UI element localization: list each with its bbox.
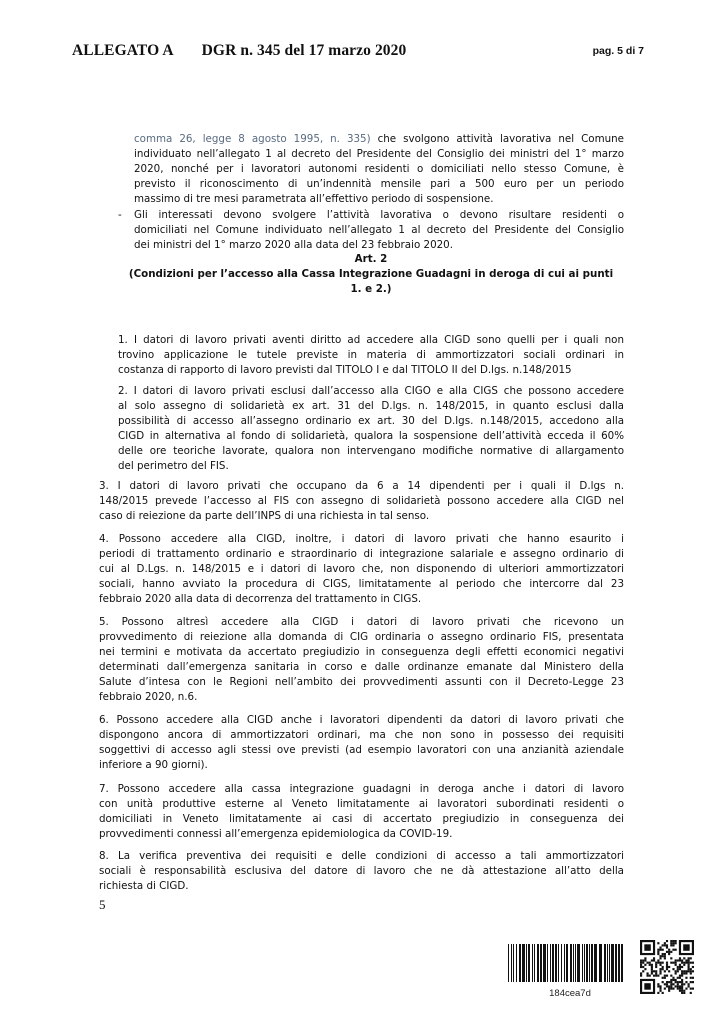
paragraph-line: del perimetro del FIS.: [118, 460, 229, 472]
intro-line: previsto il riconoscimento di un’indennità mensile pari a 500 euro per un periodo: [134, 178, 624, 190]
barcode-code: 184cea7d: [549, 988, 591, 999]
paragraph-line: sociali è responsabilità esclusiva del datore di lavoro che ne dà attestazione all’atto della: [99, 865, 624, 877]
law-reference-link[interactable]: comma 26, legge 8 agosto 1995, n. 335): [134, 133, 371, 145]
paragraph-line: 2. I datori di lavoro privati esclusi dall’accesso alla CIGO e alla CIGS che possono accedere: [118, 385, 624, 397]
paragraph-line: determinati dall’emergenza sanitaria in corso e dalle ordinanze emanate dal Ministero della: [99, 661, 624, 673]
paragraph-line: 5. Possono altresì accedere alla CIGD i datori di lavoro privati che ricevono un: [99, 616, 624, 628]
paragraph-line: richiesta di CIGD.: [99, 880, 189, 892]
paragraph-line: soggettivi di accesso agli stessi ove previsti (ad esempio lavoratori con una anzianità aziendale: [99, 744, 624, 756]
intro-line: Gli interessati devono svolgere l’attività lavorativa o devono risultare residenti o: [134, 209, 624, 221]
paragraph-line: Salute d’intesa con le Regioni nell’ambito dei provvedimenti assunti con il Decreto-Legge 23: [99, 676, 624, 688]
paragraph-line: 6. Possono accedere alla CIGD anche i lavoratori dipendenti da datori di lavoro privati che: [99, 714, 624, 726]
intro-line: domiciliati nel Comune individuato nell’allegato 1 al decreto del Presidente del Consiglio: [134, 224, 624, 236]
bullet-marker: -: [118, 209, 122, 221]
paragraph-line: costanza di rapporto di lavoro previsti dal TITOLO I e dal TITOLO II del D.lgs. n.148/2015: [118, 364, 572, 376]
paragraph-line: provvedimenti connessi all’emergenza epidemiologica da COVID-19.: [99, 828, 453, 840]
intro-line: individuato nell’allegato 1 al decreto del Presidente del Consiglio dei ministri del 1° marzo: [134, 148, 624, 160]
paragraph-line: cui al D.Lgs. n. 148/2015 e i datori di lavoro che, non disponendo di ulteriori ammortizzatori: [99, 563, 624, 575]
paragraph-line: domiciliati in Veneto limitatamente ai casi di accertato pregiudizio in conseguenza dei: [99, 813, 624, 825]
paragraph-line: trovino applicazione le tutele previste in materia di ammortizzatori sociali ordinari in: [118, 349, 624, 361]
paragraph-line: al solo assegno di solidarietà ex art. 31 del D.lgs. n. 148/2015, in quanto esclusi dalla: [118, 400, 624, 412]
intro-text: che svolgono attività lavorativa nel Comune: [370, 133, 624, 145]
allegato-label: ALLEGATO A: [72, 42, 174, 59]
article-subtitle: (Condizioni per l’accesso alla Cassa Integrazione Guadagni in deroga di cui ai punti: [128, 268, 614, 280]
paragraph-line: periodi di trattamento ordinario e straordinario di integrazione salariale e assegno ordinario di: [99, 548, 624, 560]
paragraph-line: 7. Possono accedere alla cassa integrazione guadagni in deroga anche i datori di lavoro: [99, 783, 624, 795]
intro-line: dei ministri del 1° marzo 2020 alla data del 23 febbraio 2020.: [134, 239, 454, 251]
dgr-reference: DGR n. 345 del 17 marzo 2020: [201, 42, 407, 59]
intro-line: massimo di tre mesi parametrata all’effettivo periodo di sospensione.: [134, 193, 494, 205]
paragraph-line: febbraio 2020 alla data di decorrenza del trattamento in CIGS.: [99, 593, 422, 605]
paragraph-line: nei termini e motivata da accertato pregiudizio in conseguenza degli effetti economici negativi: [99, 646, 624, 658]
document-reference: [72, 42, 406, 60]
barcode-icon: [506, 944, 626, 986]
paragraph-line: 148/2015 prevede l’accesso al FIS con assegno di solidarietà possono accedere alla CIGD nel: [99, 495, 624, 507]
paragraph-line: sociali, hanno avviato la procedura di CIGS, limitatamente al periodo che intercorre dal 23: [99, 578, 624, 590]
page-header: [0, 0, 724, 80]
qr-code-icon: [640, 940, 694, 994]
barcode: [506, 944, 626, 986]
paragraph-line: 8. La verifica preventiva dei requisiti e delle condizioni di accesso a tali ammortizzatori: [99, 850, 624, 862]
paragraph-line: 3. I datori di lavoro privati che occupano da 6 a 14 dipendenti per i quali il D.lgs n.: [99, 480, 624, 492]
paragraph-line: provvedimento di reiezione alla domanda di CIG ordinaria o assegno ordinario FIS, presentata: [99, 631, 624, 643]
paragraph-line: CIGD in alternativa al fondo di solidarietà, qualora la sospensione dell’attività ecceda il 60%: [118, 430, 624, 442]
paragraph-line: delle ore teoriche lavorate, qualora non intervengano modifiche normative di allargamento: [118, 445, 624, 457]
page-number: 5: [99, 897, 106, 912]
paragraph-line: con unità produttive esterne al Veneto limitatamente ai lavoratori subordinati residenti o: [99, 798, 624, 810]
intro-line: 2020, nonché per i lavoratori autonomi residenti o domiciliati nello stesso Comune, è: [134, 163, 624, 175]
paragraph-line: caso di reiezione da parte dell’INPS di una richiesta in tal senso.: [99, 510, 430, 522]
paragraph-line: inferiore a 90 giorni).: [99, 759, 208, 771]
article-title: Art. 2: [354, 253, 388, 265]
paragraph-line: possibilità di accesso all’assegno ordinario ex art. 30 del D.lgs. n.148/2015, accedono alla: [118, 415, 624, 427]
page-indicator: pag. 5 di 7: [592, 45, 644, 57]
article-subtitle: 1. e 2.): [350, 283, 392, 295]
paragraph-line: febbraio 2020, n.6.: [99, 691, 198, 703]
paragraph-line: 1. I datori di lavoro privati aventi diritto ad accedere alla CIGD sono quelli per i quali non: [118, 334, 624, 346]
intro-line: [134, 132, 624, 147]
paragraph-line: 4. Possono accedere alla CIGD, inoltre, i datori di lavoro privati che hanno esaurito i: [99, 533, 624, 545]
paragraph-line: dispongono ancora di ammortizzatori ordinari, ma che non sono in possesso dei requisiti: [99, 729, 624, 741]
